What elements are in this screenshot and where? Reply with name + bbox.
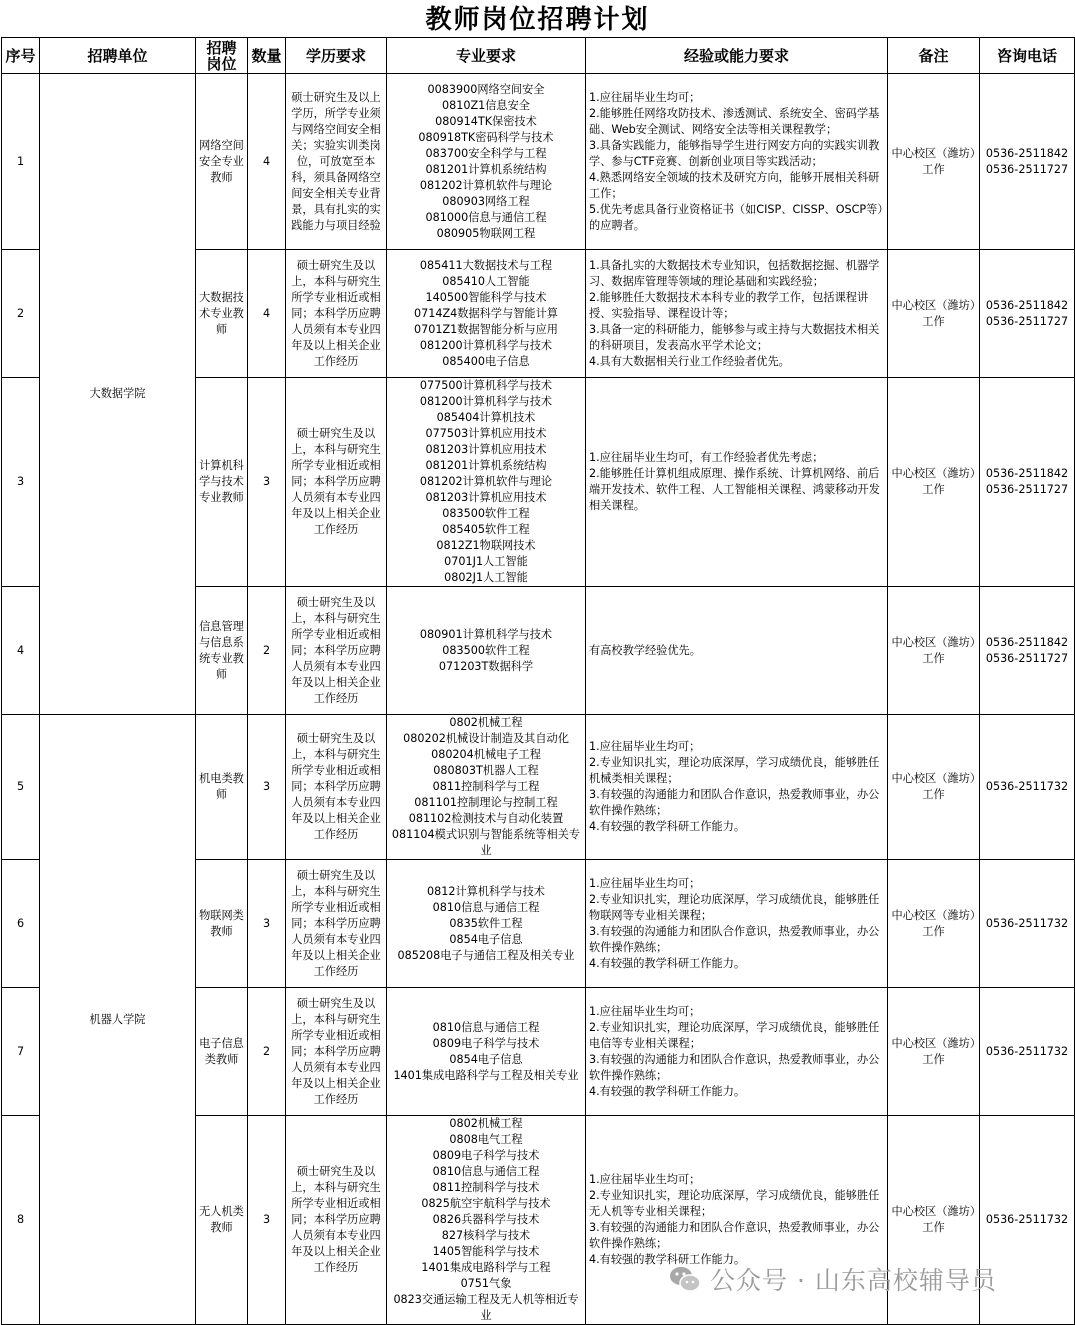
- row-exp: 1.应往届毕业生均可； 2.能够胜任网络攻防技术、渗透测试、系统安全、密码学基础、Web安全测试、网络安全法等相关课程教学； 3.具备实践能力，能够指导学生进行网安方向的实践实训教学、参与CTF竞赛、创新创业项目等实践活动； 4.熟悉网络安全领域的技术及研究方向，能够开展相关科研工作； 5.优先考虑具备行业资格证书（如CISP、CISSP、OSCP等）的应聘者。: [586, 74, 888, 250]
- row-count: 2: [248, 587, 286, 715]
- row-count: 2: [248, 988, 286, 1116]
- row-phone: 0536-2511842 0536-2511727: [980, 378, 1075, 587]
- watermark-text: 公众号 · 山东高校辅导员: [710, 1266, 997, 1295]
- row-count: 4: [248, 250, 286, 378]
- header-exp: 经验或能力要求: [586, 38, 888, 74]
- row-phone: 0536-2511732: [980, 860, 1075, 988]
- row-note: 中心校区（潍坊）工作: [888, 74, 980, 250]
- row-phone: 0536-2511842 0536-2511727: [980, 250, 1075, 378]
- row-edu: 硕士研究生及以上，本科与研究生所学专业相近或相同；本科学历应聘人员须有本专业四年及以上相关企业工作经历: [286, 1116, 387, 1325]
- header-seq: 序号: [2, 38, 40, 74]
- row-seq: 1: [2, 74, 40, 250]
- row-note: 中心校区（潍坊）工作: [888, 715, 980, 860]
- row-major: 085411大数据技术与工程 085410人工智能 140500智能科学与技术 0714Z4数据科学与智能计算 0701Z1数据智能分析与应用 081200计算机科学与技术 085400电子信息: [387, 250, 586, 378]
- row-note: 中心校区（潍坊）工作: [888, 860, 980, 988]
- row-post: 网络空间安全专业教师: [196, 74, 248, 250]
- row-major: 080901计算机科学与技术 083500软件工程 071203T数据科学: [387, 587, 586, 715]
- header-note: 备注: [888, 38, 980, 74]
- row-edu: 硕士研究生及以上，本科与研究生所学专业相近或相同；本科学历应聘人员须有本专业四年及以上相关企业工作经历: [286, 378, 387, 587]
- unit-robot: 机器人学院: [40, 715, 196, 1325]
- row-count: 3: [248, 1116, 286, 1325]
- row-note: 中心校区（潍坊）工作: [888, 587, 980, 715]
- row-seq: 2: [2, 250, 40, 378]
- row-post: 物联网类教师: [196, 860, 248, 988]
- row-phone: 0536-2511842 0536-2511727: [980, 587, 1075, 715]
- row-phone: 0536-2511732: [980, 1116, 1075, 1325]
- row-exp: 1.应往届毕业生均可，有工作经验者优先考虑； 2.能够胜任计算机组成原理、操作系统、计算机网络、前后端开发技术、软件工程、人工智能相关课程、鸿蒙移动开发相关课程。: [586, 378, 888, 587]
- row-post: 无人机类教师: [196, 1116, 248, 1325]
- row-major: 0083900网络空间安全 0810Z1信息安全 080914TK保密技术 080918TK密码科学与技术 083700安全科学与工程 081201计算机系统结构 081202计算机软件与理论 080903网络工程 081000信息与通信工程 080905物联网工程: [387, 74, 586, 250]
- row-major: 0810信息与通信工程 0809电子科学与技术 0854电子信息 1401集成电路科学与工程及相关专业: [387, 988, 586, 1116]
- row-count: 3: [248, 715, 286, 860]
- row-seq: 6: [2, 860, 40, 988]
- row-exp: 1.具备扎实的大数据技术专业知识，包括数据挖掘、机器学习、数据库管理等领域的理论基础和实践经验； 2.能够胜任大数据技术本科专业的教学工作，包括课程讲授、实验指导、课程设计等； 3.具备一定的科研能力，能够参与或主持与大数据技术相关的科研项目，发表高水平学术论文； 4.具有大数据相关行业工作经验者优先。: [586, 250, 888, 378]
- wechat-icon: [668, 1262, 702, 1296]
- row-exp: 1.应往届毕业生均可； 2.专业知识扎实，理论功底深厚，学习成绩优良，能够胜任无人机等专业相关课程； 3.有较强的沟通能力和团队合作意识，热爱教师事业，办公软件操作熟练； 4.有较强的教学科研工作能力。: [586, 1116, 888, 1325]
- header-row: [2, 38, 1075, 74]
- row-exp: 1.应往届毕业生均可； 2.专业知识扎实，理论功底深厚，学习成绩优良，能够胜任机械类相关课程； 3.有较强的沟通能力和团队合作意识，热爱教师事业，办公软件操作熟练； 4.有较强的教学科研工作能力。: [586, 715, 888, 860]
- row-count: 3: [248, 378, 286, 587]
- header-phone: 咨询电话: [980, 38, 1075, 74]
- row-seq: 3: [2, 378, 40, 587]
- row-seq: 5: [2, 715, 40, 860]
- header-edu: 学历要求: [286, 38, 387, 74]
- row-count: 4: [248, 74, 286, 250]
- header-unit: 招聘单位: [40, 38, 196, 74]
- row-seq: 4: [2, 587, 40, 715]
- header-post: 招聘 岗位: [196, 38, 248, 74]
- row-seq: 8: [2, 1116, 40, 1325]
- row-phone: 0536-2511842 0536-2511727: [980, 74, 1075, 250]
- row-phone: 0536-2511732: [980, 988, 1075, 1116]
- row-exp: 1.应往届毕业生均可； 2.专业知识扎实，理论功底深厚，学习成绩优良，能够胜任物联网等专业相关课程； 3.有较强的沟通能力和团队合作意识，热爱教师事业，办公软件操作熟练； 4.有较强的教学科研工作能力。: [586, 860, 888, 988]
- row-exp: 1.应往届毕业生均可； 2.专业知识扎实，理论功底深厚，学习成绩优良，能够胜任电信等专业相关课程； 3.有较强的沟通能力和团队合作意识，热爱教师事业，办公软件操作熟练； 4.有较强的教学科研工作能力。: [586, 988, 888, 1116]
- row-major: 0802机械工程 080202机械设计制造及其自动化 080204机械电子工程 080803T机器人工程 0811控制科学与工程 081101控制理论与控制工程 081102检测技术与自动化装置 081104模式识别与智能系统等相关专业: [387, 715, 586, 860]
- header-major: 专业要求: [387, 38, 586, 74]
- header-count: 数量: [248, 38, 286, 74]
- row-phone: 0536-2511732: [980, 715, 1075, 860]
- row-note: 中心校区（潍坊）工作: [888, 378, 980, 587]
- row-edu: 硕士研究生及以上，本科与研究生所学专业相近或相同；本科学历应聘人员须有本专业四年及以上相关企业工作经历: [286, 715, 387, 860]
- row-edu: 硕士研究生及以上学历，所学专业须与网络空间安全相关；实验实训类岗位，可放宽至本科，须具备网络空间安全相关专业背景，具有扎实的实践能力与项目经验: [286, 74, 387, 250]
- unit-bigdata: 大数据学院: [40, 74, 196, 715]
- row-edu: 硕士研究生及以上，本科与研究生所学专业相近或相同；本科学历应聘人员须有本专业四年及以上相关企业工作经历: [286, 988, 387, 1116]
- row-edu: 硕士研究生及以上，本科与研究生所学专业相近或相同；本科学历应聘人员须有本专业四年及以上相关企业工作经历: [286, 860, 387, 988]
- row-post: 信息管理与信息系统专业教师: [196, 587, 248, 715]
- row-exp: 有高校教学经验优先。: [586, 587, 888, 715]
- recruitment-table: [1, 37, 1075, 1325]
- row-post: 大数据技术专业教师: [196, 250, 248, 378]
- watermark: [668, 1262, 1068, 1296]
- page-title: 教师岗位招聘计划: [425, 5, 650, 35]
- table-row: [2, 74, 1075, 250]
- table-row: [2, 715, 1075, 860]
- row-post: 电子信息类教师: [196, 988, 248, 1116]
- row-seq: 7: [2, 988, 40, 1116]
- row-note: 中心校区（潍坊）工作: [888, 250, 980, 378]
- row-note: 中心校区（潍坊）工作: [888, 988, 980, 1116]
- row-major: 0812计算机科学与技术 0810信息与通信工程 0835软件工程 0854电子信息 085208电子与通信工程及相关专业: [387, 860, 586, 988]
- row-post: 机电类教师: [196, 715, 248, 860]
- row-major: 077500计算机科学与技术 081200计算机科学与技术 085404计算机技术 077503计算机应用技术 081203计算机应用技术 081201计算机系统结构 081202计算机软件与理论 081203计算机应用技术 083500软件工程 085405软件工程 0812Z1物联网技术 0701J1人工智能 0802J1人工智能: [387, 378, 586, 587]
- row-edu: 硕士研究生及以上，本科与研究生所学专业相近或相同；本科学历应聘人员须有本专业四年及以上相关企业工作经历: [286, 587, 387, 715]
- row-edu: 硕士研究生及以上，本科与研究生所学专业相近或相同；本科学历应聘人员须有本专业四年及以上相关企业工作经历: [286, 250, 387, 378]
- row-count: 3: [248, 860, 286, 988]
- row-post: 计算机科学与技术专业教师: [196, 378, 248, 587]
- row-note: 中心校区（潍坊）工作: [888, 1116, 980, 1325]
- row-major: 0802机械工程 0808电气工程 0809电子科学与技术 0810信息与通信工程 0811控制科学与技术 0825航空宇航科学与技术 0826兵器科学与技术 827核科学与技术 1405智能科学与技术 1401集成电路科学与工程 0751气象 0823交通运输工程及无人机等相近专业: [387, 1116, 586, 1325]
